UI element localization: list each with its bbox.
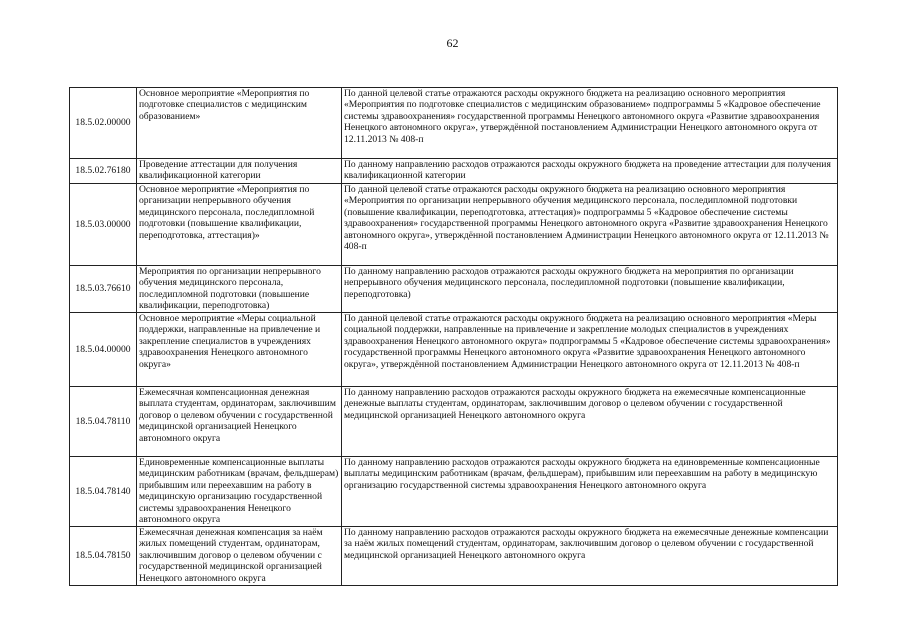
target-article-code: 18.5.04.78150 <box>70 527 137 586</box>
target-article-code: 18.5.03.76610 <box>70 266 137 313</box>
target-article-name: Мероприятия по организации непрерывного обучения медицинского персонала, последипломной подготовки (повышение квалификации, переподготовка) <box>137 266 342 313</box>
target-article-description: По данному направлению расходов отражаются расходы окружного бюджета на мероприятия по организации непрерывного обучения медицинского персонала, последипломной подготовки (повышение квалификации, переподготовка) <box>342 266 838 313</box>
page-number: 62 <box>446 36 459 50</box>
target-article-description: По данной целевой статье отражаются расходы окружного бюджета на реализацию основного мероприятия «Меры социальной поддержки, направленные на привлечение и закрепление молодых специалистов в учреждениях здравоохранения Ненецкого автономного округа» подпрограммы 5 «Кадровое обеспечение системы здравоохранения» государственной программы Ненецкого автономного округа «Развитие здравоохранения Ненецкого автономного округа», утверждённой постановлением Администрации Ненецкого автономного округа от 12.11.2013 № 408-п <box>342 313 838 387</box>
target-article-description: По данному направлению расходов отражаются расходы окружного бюджета на единовременные компенсационные выплаты медицинским работникам (врачам, фельдшерам), прибывшим или переехавшим на работу в медицинскую организацию государственной системы здравоохранения Ненецкого автономного округа <box>342 457 838 527</box>
target-article-name: Ежемесячная денежная компенсация за наём жилых помещений студентам, ординаторам, заключившим договор о целевом обучении с государственной медицинской организацией Ненецкого автономного округа <box>137 527 342 586</box>
table-row <box>70 457 838 527</box>
target-article-name: Основное мероприятие «Мероприятия по организации непрерывного обучения медицинского персонала, последипломной подготовки (повышение квалификации, переподготовка, аттестация)» <box>137 184 342 266</box>
table-row <box>70 313 838 387</box>
table-row <box>70 184 838 266</box>
table-row <box>70 387 838 457</box>
target-article-description: По данному направлению расходов отражаются расходы окружного бюджета на ежемесячные денежные компенсации за наём жилых помещений студентам, ординаторам, заключившим договор о целевом обучении с государственной медицинской организацией Ненецкого автономного округа <box>342 527 838 586</box>
target-article-description: По данной целевой статье отражаются расходы окружного бюджета на реализацию основного мероприятия «Мероприятия по подготовке специалистов с медицинским образованием» подпрограммы 5 «Кадровое обеспечение системы здравоохранения» государственной программы Ненецкого автономного округа «Развитие здравоохранения Ненецкого автономного округа», утверждённой постановлением Администрации Ненецкого автономного округа от 12.11.2013 № 408-п <box>342 88 838 159</box>
budget-classification-table <box>69 87 838 586</box>
target-article-description: По данной целевой статье отражаются расходы окружного бюджета на реализацию основного мероприятия «Мероприятия по организации непрерывного обучения медицинского персонала, последипломной подготовки (повышение квалификации, переподготовка, аттестация)» подпрограммы 5 «Кадровое обеспечение системы здравоохранения» государственной программы Ненецкого автономного округа «Развитие здравоохранения Ненецкого автономного округа», утверждённой постановлением Администрации Ненецкого автономного округа от 12.11.2013 № 408-п <box>342 184 838 266</box>
table-row <box>70 527 838 586</box>
target-article-code: 18.5.02.00000 <box>70 88 137 159</box>
target-article-code: 18.5.03.00000 <box>70 184 137 266</box>
target-article-name: Единовременные компенсационные выплаты медицинским работникам (врачам, фельдшерам) прибывшим или переехавшим на работу в медицинскую организацию государственной системы здравоохранения Ненецкого автономного округа <box>137 457 342 527</box>
target-article-code: 18.5.02.76180 <box>70 159 137 184</box>
target-article-description: По данному направлению расходов отражаются расходы окружного бюджета на ежемесячные компенсационные денежные выплаты студентам, ординаторам, заключившим договор о целевом обучении с государственной медицинской организацией Ненецкого автономного округа <box>342 387 838 457</box>
target-article-code: 18.5.04.00000 <box>70 313 137 387</box>
target-article-name: Проведение аттестации для получения квалификационной категории <box>137 159 342 184</box>
target-article-description: По данному направлению расходов отражаются расходы окружного бюджета на проведение аттестации для получения квалификационной категории <box>342 159 838 184</box>
target-article-name: Основное мероприятие «Меры социальной поддержки, направленные на привлечение и закрепление специалистов в учреждениях здравоохранения Ненецкого автономного округа» <box>137 313 342 387</box>
target-article-name: Ежемесячная компенсационная денежная выплата студентам, ординаторам, заключившим договор о целевом обучении с государственной медицинской организацией Ненецкого автономного округа <box>137 387 342 457</box>
target-article-name: Основное мероприятие «Мероприятия по подготовке специалистов с медицинским образованием» <box>137 88 342 159</box>
table-row <box>70 266 838 313</box>
target-article-code: 18.5.04.78140 <box>70 457 137 527</box>
target-article-code: 18.5.04.78110 <box>70 387 137 457</box>
table-row <box>70 159 838 184</box>
table-row <box>70 88 838 159</box>
